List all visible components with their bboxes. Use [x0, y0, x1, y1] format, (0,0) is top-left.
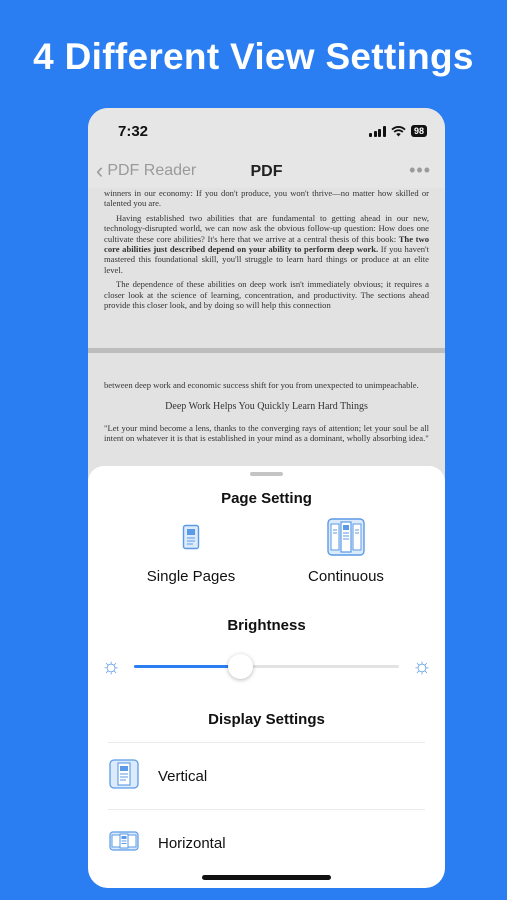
slider-fill — [134, 665, 240, 668]
sheet-grabber[interactable] — [250, 472, 283, 476]
paragraph-bold-text: The two core abilities just described depend on your ability to perform deep work. — [104, 233, 429, 255]
display-settings-title: Display Settings — [208, 711, 325, 728]
more-options-icon[interactable]: ••• — [409, 160, 431, 180]
continuous-pages-icon — [291, 518, 401, 558]
continuous-option[interactable] — [291, 518, 401, 585]
status-time: 7:32 — [118, 123, 149, 140]
slider-thumb[interactable] — [228, 654, 253, 679]
settings-sheet — [88, 466, 445, 888]
display-option-label: Horizontal — [158, 834, 226, 852]
page-paragraph — [104, 213, 429, 275]
single-pages-option[interactable] — [136, 518, 246, 585]
vertical-scroll-icon — [109, 759, 139, 794]
brightness-title: Brightness — [227, 617, 306, 634]
status-icons — [369, 125, 427, 137]
brightness-low-icon: ☼ — [101, 653, 122, 678]
navigation-bar — [88, 154, 445, 190]
brightness-slider[interactable] — [134, 665, 399, 668]
display-option-label: Vertical — [158, 767, 208, 785]
battery-icon: 98 — [411, 125, 427, 137]
option-label: Single Pages — [146, 568, 236, 585]
brightness-slider-row — [88, 652, 445, 682]
horizontal-scroll-icon — [109, 829, 139, 858]
brightness-high-icon: ☼ — [411, 653, 432, 678]
page-setting-title: Page Setting — [221, 490, 312, 507]
single-page-icon — [136, 518, 246, 558]
paragraph-text: Having established two abilities that are fundamental to getting ahead in our new, technology-disrupted world, we can now ask the obvious follow-up question: How does one cultivate these core abilities? It's here that we arrive at a central thesis of this book: — [104, 212, 429, 244]
display-option-vertical[interactable] — [108, 742, 425, 809]
pdf-page — [88, 188, 445, 348]
section-heading: Deep Work Helps You Quickly Learn Hard Things — [165, 401, 368, 413]
display-option-horizontal[interactable] — [108, 809, 425, 876]
phone-screen — [88, 108, 445, 888]
page-paragraph: The dependence of these abilities on deep work isn't immediately obvious; it requires a closer look at the science of learning, concentration, and productivity. The sections ahead provide this closer look, and by doing so will help this connection — [104, 279, 429, 311]
wifi-icon — [391, 126, 406, 137]
option-label: Continuous — [308, 568, 384, 585]
page-title: PDF — [250, 163, 283, 180]
back-label: PDF Reader — [107, 162, 197, 179]
page-paragraph: winners in our economy: If you don't produce, you won't thrive—no matter how skilled or talented you are. — [104, 188, 429, 209]
page-paragraph: "Let your mind become a lens, thanks to the converging rays of attention; let your soul be all intent on whatever it is that is established in your mind as a dominant, wholly absorbing idea." — [104, 422, 429, 444]
page-paragraph: between deep work and economic success shift for you from unexpected to unimpeachable. — [104, 380, 419, 390]
cellular-signal-icon — [369, 126, 386, 137]
promo-headline: 4 Different View Settings — [33, 36, 474, 77]
chevron-left-icon: ‹ — [96, 158, 104, 183]
paragraph-text: If you haven't mastered this foundational skill, you'll struggle to learn hard things or produce at an elite level. — [104, 244, 429, 275]
home-indicator — [202, 875, 331, 880]
status-bar — [88, 108, 445, 154]
